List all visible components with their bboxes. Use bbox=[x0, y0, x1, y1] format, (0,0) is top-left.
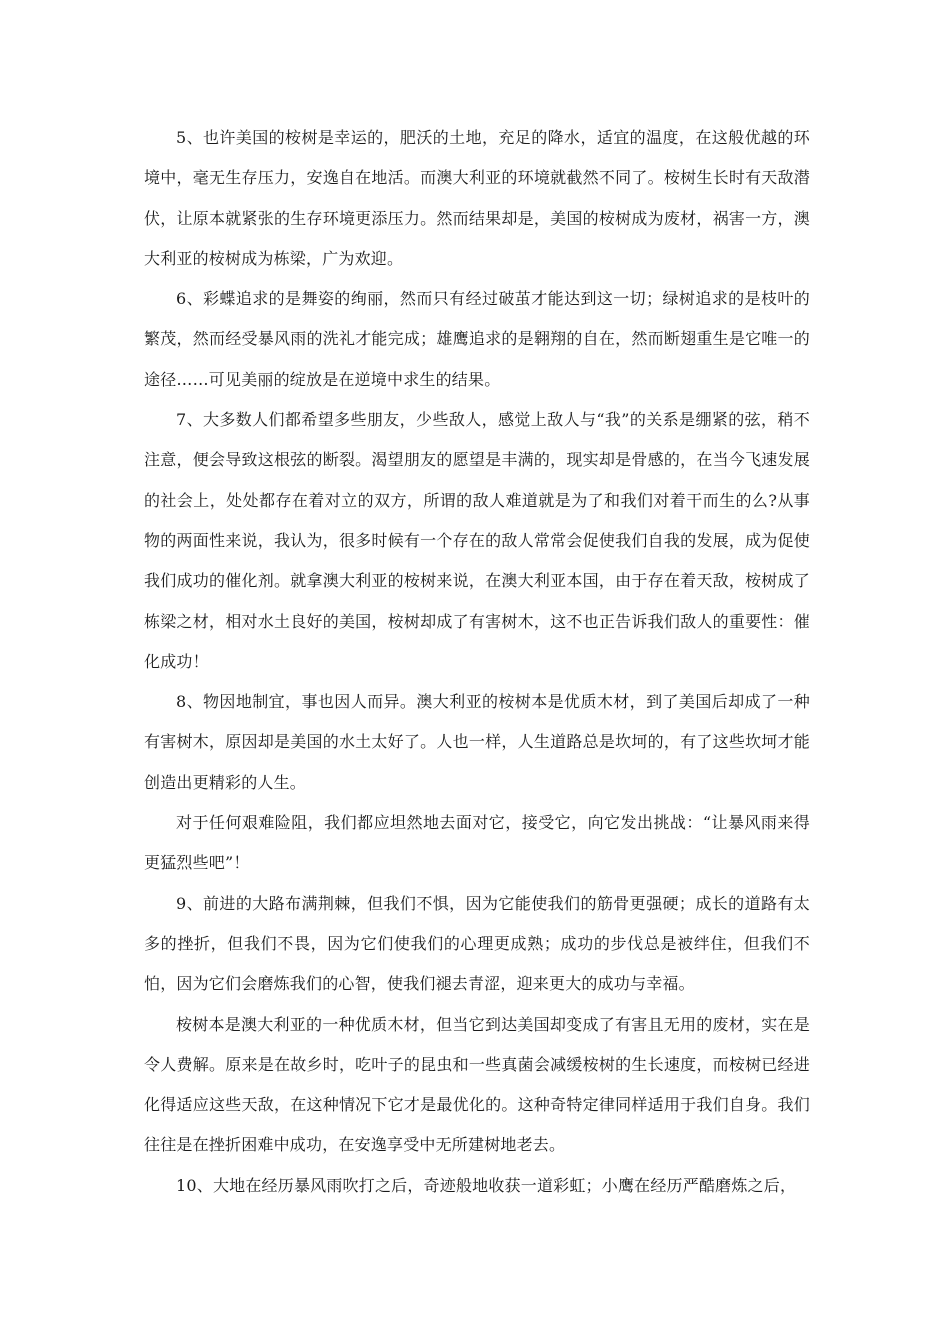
paragraph-5: 5、也许美国的桉树是幸运的，肥沃的土地，充足的降水，适宜的温度，在这般优越的环境中，毫无生存压力，安逸自在地活。而澳大利亚的环境就截然不同了。桉树生长时有天敌潜伏，让原本就紧张的生存环境更添压力。然而结果却是，美国的桉树成为废材，祸害一方，澳大利亚的桉树成为栋梁，广为欢迎。 bbox=[144, 128, 810, 268]
paragraph-9: 9、前进的大路布满荆棘，但我们不惧，因为它能使我们的筋骨更强硬；成长的道路有太多的挫折，但我们不畏，因为它们使我们的心理更成熟；成功的步伐总是被绊住，但我们不怕，因为它们会磨炼我们的心智，使我们褪去青涩，迎来更大的成功与幸福。 bbox=[144, 893, 810, 994]
paragraph-8-continued: 对于任何艰难险阻，我们都应坦然地去面对它，接受它，向它发出挑战：“让暴风雨来得更猛烈些吧”！ bbox=[144, 813, 810, 873]
paragraph-6: 6、彩蝶追求的是舞姿的绚丽，然而只有经过破茧才能达到这一切；绿树追求的是枝叶的繁茂，然而经受暴风雨的洗礼才能完成；雄鹰追求的是翱翔的自在，然而断翅重生是它唯一的途径……可见美丽的绽放是在逆境中求生的结果。 bbox=[144, 289, 810, 389]
paragraph-7: 7、大多数人们都希望多些朋友，少些敌人，感觉上敌人与“我”的关系是绷紧的弦，稍不注意，便会导致这根弦的断裂。渴望朋友的愿望是丰满的，现实却是骨感的，在当今飞速发展的社会上，处处都存在着对立的双方，所谓的敌人难道就是为了和我们对着干而生的么?从事物的两面性来说，我认为，很多时候有一个存在的敌人常常会促使我们自我的发展，成为促使我们成功的催化剂。就拿澳大利亚的桉树来说，在澳大利亚本国，由于存在着天敌，桉树成了栋梁之材，相对水土良好的美国，桉树却成了有害树木，这不也正告诉我们敌人的重要性：催化成功！ bbox=[144, 410, 810, 671]
paragraph-8: 8、物因地制宜，事也因人而异。澳大利亚的桉树本是优质木材，到了美国后却成了一种有害树木，原因却是美国的水土太好了。人也一样，人生道路总是坎坷的，有了这些坎坷才能创造出更精彩的人生。 bbox=[144, 692, 810, 792]
document-body bbox=[144, 118, 810, 1206]
paragraph-9-continued: 桉树本是澳大利亚的一种优质木材，但当它到达美国却变成了有害且无用的废材，实在是令人费解。原来是在故乡时，吃叶子的昆虫和一些真菌会减缓桉树的生长速度，而桉树已经进化得适应这些天敌，在这种情况下它才是最优化的。这种奇特定律同样适用于我们自身。我们往往是在挫折困难中成功，在安逸享受中无所建树地老去。 bbox=[144, 1014, 810, 1155]
paragraph-10: 10、大地在经历暴风雨吹打之后，奇迹般地收获一道彩虹；小鹰在经历严酷磨炼之后， bbox=[176, 1175, 797, 1195]
